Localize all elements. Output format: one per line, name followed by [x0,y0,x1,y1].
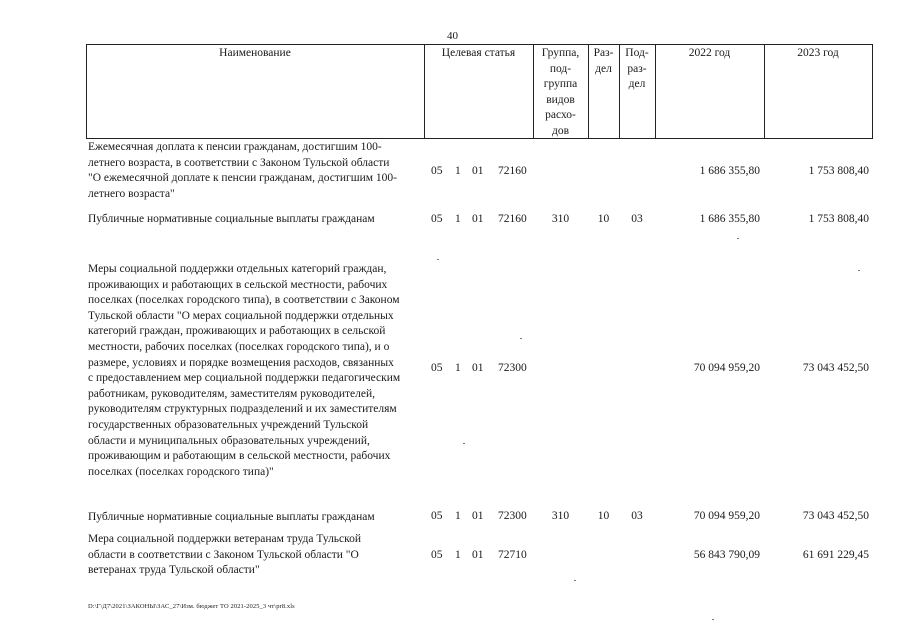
row-value-2023: 73 043 452,50 [802,362,869,374]
header-name: Наименование [219,47,291,59]
row-value-2022: 1 686 355,80 [699,213,760,225]
header-section: Раз- дел [593,47,614,75]
scan-speck [858,270,860,271]
scan-speck [712,619,714,620]
row-value-2022: 56 843 790,09 [693,549,760,561]
scan-speck [437,259,439,260]
row-name: Мера социальной поддержки ветеранам труда Тульской области в соответствии с Законом Тульской области "О ветеранах труда Тульской области" [88,533,362,577]
row-value-2022: 70 094 959,20 [693,362,760,374]
col-border [872,44,873,139]
file-path-footer: D:\Г\Д7\2021\ЗАКОНЫ\ЗАС_27\Изм. бюджет ТО 2021-2025_3 чт\pr8.xls [88,603,295,610]
header-bottom-border [86,138,873,139]
scan-speck [737,238,739,239]
scan-speck [520,338,522,339]
header-target: Целевая статья [441,47,516,59]
row-group: 310 [551,510,570,522]
row-value-2023: 1 753 808,40 [808,165,869,177]
row-value-2023: 73 043 452,50 [802,510,869,522]
row-value-2023: 1 753 808,40 [808,213,869,225]
header-subsection: Под- раз- дел [625,47,649,90]
row-value-2022: 1 686 355,80 [699,165,760,177]
header-year-2023: 2023 год [797,47,839,59]
row-name: Публичные нормативные социальные выплаты гражданам [88,213,375,225]
row-name: Публичные нормативные социальные выплаты гражданам [88,511,375,523]
row-section: 10 [597,510,610,522]
row-subsection: 03 [631,510,643,522]
scan-speck [574,580,576,581]
row-subsection: 03 [631,213,643,225]
row-group: 310 [551,213,570,225]
row-section: 10 [597,213,610,225]
row-value-2022: 70 094 959,20 [693,510,760,522]
row-value-2023: 61 691 229,45 [802,549,869,561]
header-top-border [86,44,873,45]
row-name: Ежемесячная доплата к пенсии гражданам, достигшим 100- летнего возраста, в соответствии с Законом Тульской области "О ежемесячной доплате к пенсии гражданам, достигшим 100- летнего возраста" [88,141,398,200]
scan-speck [463,443,465,444]
header-group: Группа, под- группа видов расхо- дов [541,47,580,137]
row-name: Меры социальной поддержки отдельных категорий граждан, проживающих и работающих в сельской местности, рабочих поселках (поселках городского типа), в соответствии с Законом Тульской области "О мерах социальной поддержки отдельных категорий граждан, проживающих и работающих в сельской местности, рабочих поселках (поселках городского типа), и о размере, условиях и порядке возмещения расходов, связанных с предоставлением мер социальной поддержки педагогическим работникам, руководителям, заместителям руководителей, руководителям структурных подразделений и их заместителям государственных образовательных учреждений Тульской области и муниципальных образовательных учреждений, проживающим и работающим в сельской местности, рабочих поселках (поселках городского типа)" [88,263,401,478]
page-number: 40 [447,30,458,42]
header-year-2022: 2022 год [688,47,731,59]
